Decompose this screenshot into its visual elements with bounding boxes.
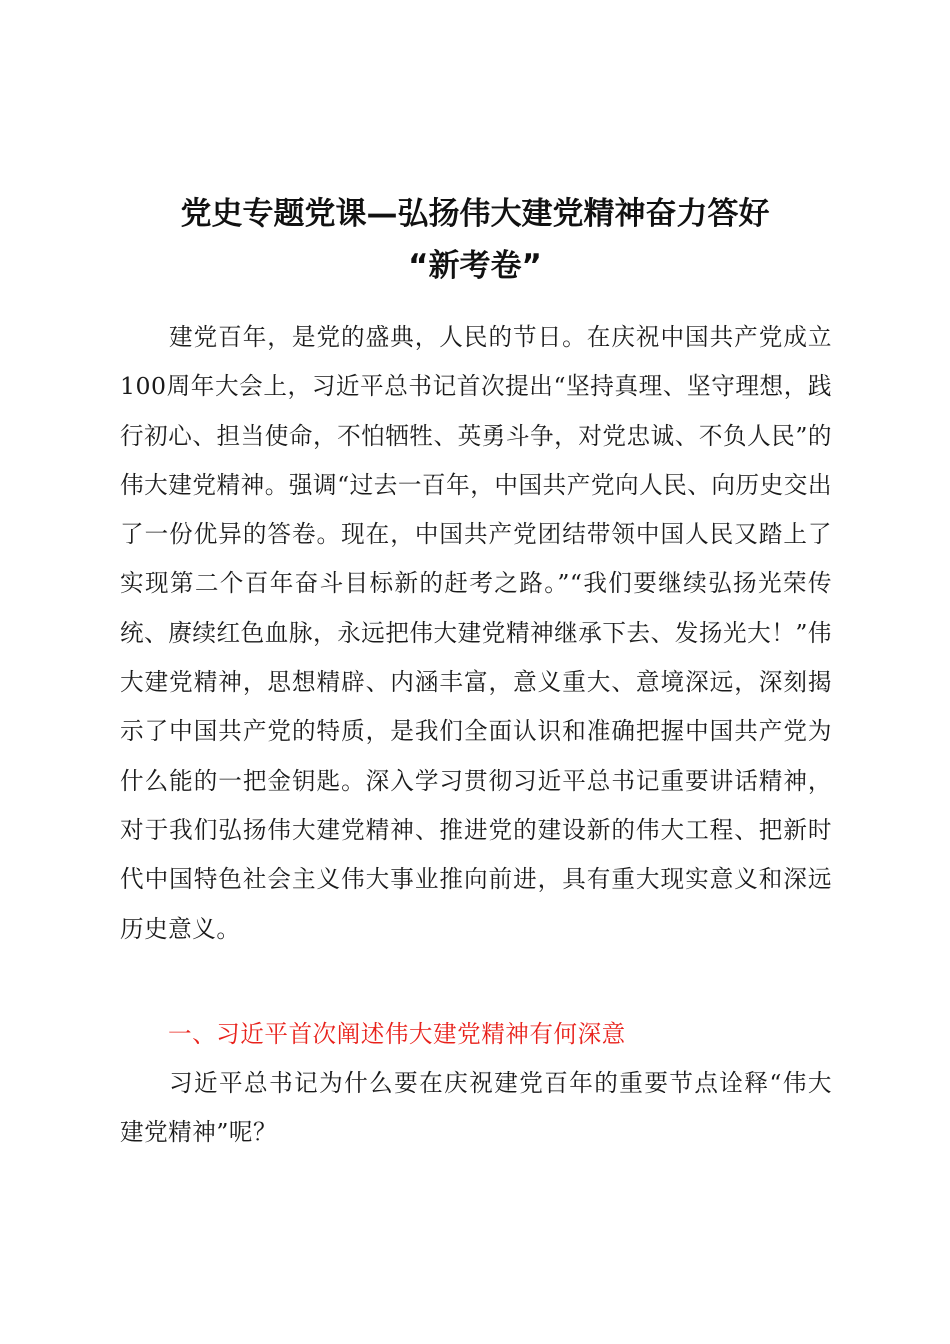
document-title-line-2: “新考卷” (408, 248, 542, 284)
section-1-heading: 一、习近平首次阐述伟大建党精神有何深意 (168, 1020, 626, 1048)
document-title-line-1: 党史专题党课—弘扬伟大建党精神奋力答好 (180, 196, 770, 232)
section-1-paragraph: 习近平总书记为什么要在庆祝建党百年的重要节点诠释“伟大建党精神”呢？ (120, 1069, 832, 1147)
intro-paragraph: 建党百年，是党的盛典，人民的节日。在庆祝中国共产党成立100周年大会上，习近平总书记首次提出“坚持真理、坚守理想，践行初心、担当使命，不怕牺牲、英勇斗争，对党忠诚、不负人民”的伟大建党精神。强调“过去一百年，中国共产党向人民、向历史交出了一份优异的答卷。现在，中国共产党团结带领中国人民又踏上了实现第二个百年奋斗目标新的赶考之路。”“我们要继续弘扬光荣传统、赓续红色血脉，永远把伟大建党精神继承下去、发扬光大！”伟大建党精神，思想精辟、内涵丰富，意义重大、意境深远，深刻揭示了中国共产党的特质，是我们全面认识和准确把握中国共产党为什么能的一把金钥匙。深入学习贯彻习近平总书记重要讲话精神，对于我们弘扬伟大建党精神、推进党的建设新的伟大工程、把新时代中国特色社会主义伟大事业推向前进，具有重大现实意义和深远历史意义。 (120, 323, 832, 943)
